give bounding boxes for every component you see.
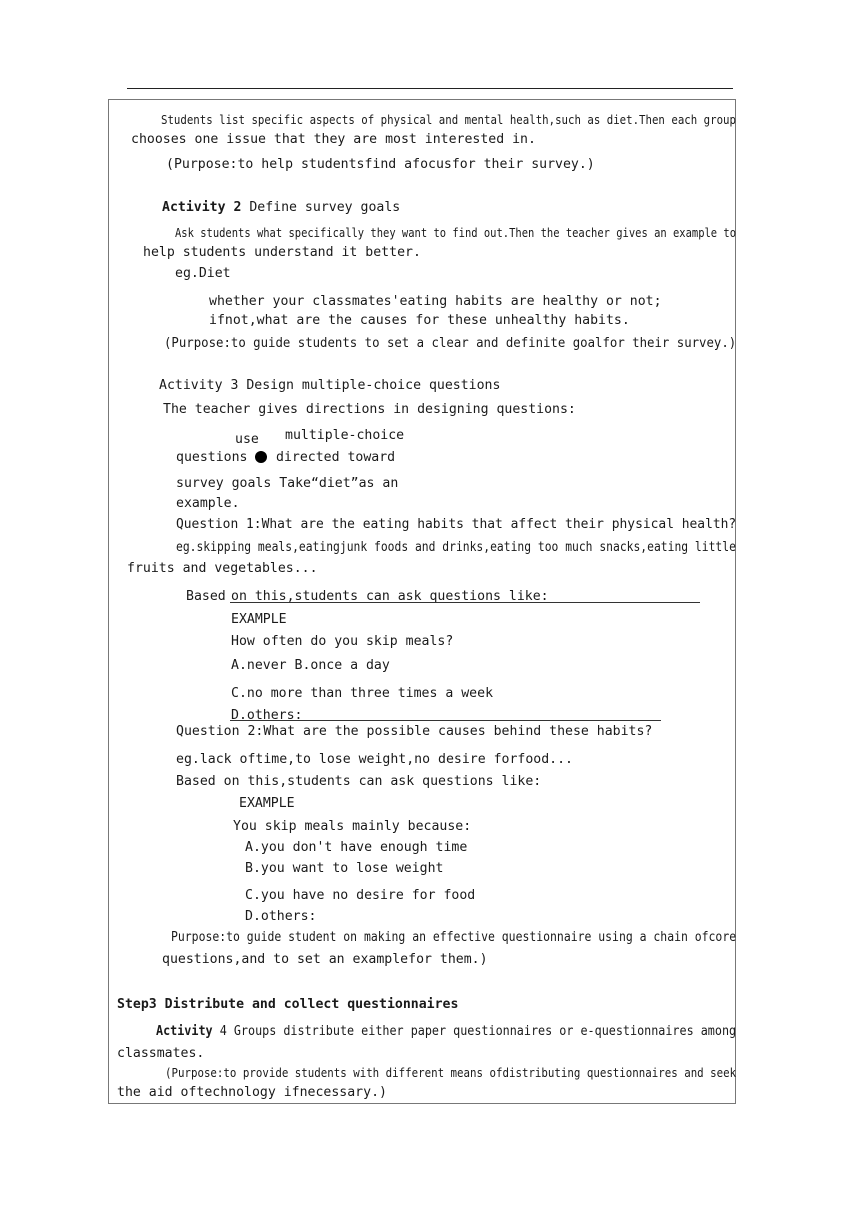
purpose-note: (Purpose:to provide students with different means ofdistributing questionnaires and seek <box>165 1065 737 1080</box>
paragraph-line: Based on this,students can ask questions like: <box>176 774 542 789</box>
activity-heading: Activity 3 Design multiple-choice questions <box>159 378 501 393</box>
purpose-note: (Purpose:to guide students to set a clear and definite goalfor their survey.) <box>164 336 737 351</box>
question-line: Question 1:What are the eating habits that affect their physical health? <box>176 517 737 532</box>
paragraph-line: Ask students what specifically they want to find out.Then the teacher gives an example to <box>175 225 737 240</box>
purpose-note: Purpose:to guide student on making an effective questionnaire using a chain ofcore <box>171 930 737 945</box>
paragraph-line: on this,students can ask questions like: <box>231 589 549 604</box>
example-option: A.you don't have enough time <box>245 840 468 855</box>
activity-line <box>156 1023 736 1040</box>
example-label: eg.Diet <box>175 266 231 281</box>
activity-title: Define survey goals <box>249 200 401 215</box>
activity-label: Activity <box>156 1024 213 1039</box>
example-option: C.no more than three times a week <box>231 686 494 701</box>
goal-line: whether your classmates'eating habits are healthy or not; <box>209 294 662 309</box>
direction-text: example. <box>176 496 240 511</box>
purpose-note: (Purpose:to help studentsfind afocusfor their survey.) <box>166 157 595 172</box>
direction-text: questions <box>176 450 248 465</box>
paragraph-line: eg.lack oftime,to lose weight,no desire forfood... <box>176 752 573 767</box>
purpose-note: the aid oftechnology ifnecessary.) <box>117 1085 387 1100</box>
direction-text: survey goals Take“diet”as an <box>176 476 399 491</box>
activity-label: Activity 2 <box>162 200 242 215</box>
paragraph-line: eg.skipping meals,eatingjunk foods and drinks,eating too much snacks,eating little <box>176 540 736 555</box>
example-box-top-rule <box>230 602 700 603</box>
activity-text: 4 Groups distribute either paper questionnaires or e-questionnaires among <box>219 1024 737 1039</box>
step-heading: Step3 Distribute and collect questionnaires <box>117 997 459 1012</box>
direction-text: directed toward <box>276 450 396 465</box>
header-rule <box>127 88 733 89</box>
example-label: EXAMPLE <box>239 796 295 811</box>
direction-text: use <box>235 432 259 447</box>
direction-text: multiple-choice <box>285 428 405 443</box>
purpose-note: questions,and to set an examplefor them.) <box>162 952 488 967</box>
paragraph-line: classmates. <box>117 1046 205 1061</box>
example-option: D.others: <box>245 909 317 924</box>
paragraph-line: fruits and vegetables... <box>127 561 318 576</box>
example-option: A.never B.once a day <box>231 658 390 673</box>
example-box-bottom-rule <box>230 720 661 721</box>
question-line: Question 2:What are the possible causes behind these habits? <box>176 724 653 739</box>
activity-heading <box>162 199 400 216</box>
example-question: You skip meals mainly because: <box>233 819 472 834</box>
paragraph-line: Based <box>186 589 226 604</box>
bullet-icon <box>255 451 267 463</box>
paragraph-line: help students understand it better. <box>143 245 421 260</box>
paragraph-line: The teacher gives directions in designing questions: <box>163 402 576 417</box>
example-question: How often do you skip meals? <box>231 634 454 649</box>
example-option: B.you want to lose weight <box>245 861 444 876</box>
paragraph-line: chooses one issue that they are most interested in. <box>131 132 536 147</box>
example-option: D.others: <box>231 708 303 723</box>
example-option: C.you have no desire for food <box>245 888 476 903</box>
example-label: EXAMPLE <box>231 612 287 627</box>
paragraph-line: Students list specific aspects of physical and mental health,such as diet.Then each group <box>161 112 736 127</box>
goal-line: ifnot,what are the causes for these unhealthy habits. <box>209 313 630 328</box>
